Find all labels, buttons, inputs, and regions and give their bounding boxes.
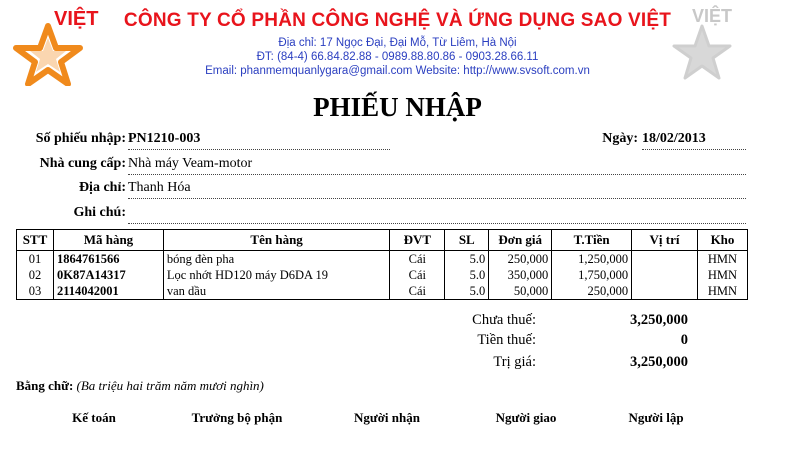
header-code: Mã hàng xyxy=(53,230,163,251)
company-phone: ĐT: (84-4) 66.84.82.88 - 0989.88.80.86 - 0903.28.66.11 xyxy=(256,51,539,63)
cell-unit: Cái xyxy=(390,283,445,300)
cell-warehouse: HMN xyxy=(697,283,747,300)
cell-code: 2114042001 xyxy=(53,283,163,300)
cell-name: Lọc nhớt HD120 máy D6DA 19 xyxy=(163,267,389,283)
header-amount: T.Tiền xyxy=(552,230,632,251)
date-label: Ngày: xyxy=(602,131,638,146)
header-name: Tên hàng xyxy=(163,230,389,251)
signature-accountant: Kế toán xyxy=(72,410,116,425)
cell-price: 250,000 xyxy=(489,251,552,268)
table-row xyxy=(17,283,748,300)
cell-code: 0K87A14317 xyxy=(53,267,163,283)
signature-creator: Người lập xyxy=(628,410,684,425)
items-table xyxy=(16,229,748,300)
cell-price: 350,000 xyxy=(489,267,552,283)
cell-location xyxy=(632,251,698,268)
header-qty: SL xyxy=(445,230,489,251)
header-warehouse: Kho xyxy=(697,230,747,251)
header-stt: STT xyxy=(17,230,54,251)
receipt-no-value: PN1210-003 xyxy=(128,131,390,150)
cell-location xyxy=(632,283,698,300)
receipt-no-label: Số phiếu nhập: xyxy=(35,131,126,146)
cell-name: van dầu xyxy=(163,283,389,300)
cell-warehouse: HMN xyxy=(697,267,747,283)
cell-name: bóng đèn pha xyxy=(163,251,389,268)
logo-text: VIỆT xyxy=(54,8,99,30)
cell-unit: Cái xyxy=(390,267,445,283)
supplier-label: Nhà cung cấp: xyxy=(39,156,126,171)
cell-amount: 1,250,000 xyxy=(552,251,632,268)
signature-receiver: Người nhận xyxy=(354,410,420,425)
cell-stt: 03 xyxy=(17,283,54,300)
address-label: Địa chỉ: xyxy=(78,180,126,195)
table-header-row xyxy=(17,230,748,251)
cell-stt: 01 xyxy=(17,251,54,268)
pre-tax-label: Chưa thuế: xyxy=(472,312,536,328)
company-email-web: Email: phanmemquanlygara@gmail.com Website: http://www.svsoft.com.vn xyxy=(205,65,590,77)
company-address: Địa chỉ: 17 Ngọc Đại, Đại Mỗ, Từ Liêm, Hà Nội xyxy=(278,37,517,49)
signature-deliverer: Người giao xyxy=(495,410,557,425)
cell-amount: 1,750,000 xyxy=(552,267,632,283)
cell-warehouse: HMN xyxy=(697,251,747,268)
address-value: Thanh Hóa xyxy=(128,180,746,199)
cell-location xyxy=(632,267,698,283)
cell-qty: 5.0 xyxy=(445,251,489,268)
cell-amount: 250,000 xyxy=(552,283,632,300)
tax-label: Tiền thuế: xyxy=(477,332,536,348)
cell-qty: 5.0 xyxy=(445,267,489,283)
header-price: Đơn giá xyxy=(489,230,552,251)
company-name: CÔNG TY CỔ PHẦN CÔNG NGHỆ VÀ ỨNG DỤNG SAO VIỆT xyxy=(123,10,672,31)
cell-stt: 02 xyxy=(17,267,54,283)
amount-in-words xyxy=(16,378,264,394)
note-label: Ghi chú: xyxy=(73,205,126,220)
logo-watermark-text: VIỆT xyxy=(692,6,733,26)
table-row xyxy=(17,267,748,283)
total-value: 3,250,000 xyxy=(630,354,688,370)
total-label: Trị giá: xyxy=(493,354,536,370)
signature-department-head: Trưởng bộ phận xyxy=(191,410,283,425)
supplier-value: Nhà máy Veam-motor xyxy=(128,156,746,175)
in-words-label: Bằng chữ: xyxy=(16,378,74,393)
note-value xyxy=(128,205,746,224)
header-unit: ĐVT xyxy=(390,230,445,251)
in-words-text: (Ba triệu hai trăm năm mươi nghìn) xyxy=(76,378,264,393)
cell-unit: Cái xyxy=(390,251,445,268)
cell-price: 50,000 xyxy=(489,283,552,300)
cell-code: 1864761566 xyxy=(53,251,163,268)
pre-tax-value: 3,250,000 xyxy=(630,312,688,328)
document-title: PHIẾU NHẬP xyxy=(313,92,482,122)
header-location: Vị trí xyxy=(632,230,698,251)
table-row xyxy=(17,251,748,268)
date-value: 18/02/2013 xyxy=(642,131,746,150)
tax-value: 0 xyxy=(680,332,688,348)
cell-qty: 5.0 xyxy=(445,283,489,300)
